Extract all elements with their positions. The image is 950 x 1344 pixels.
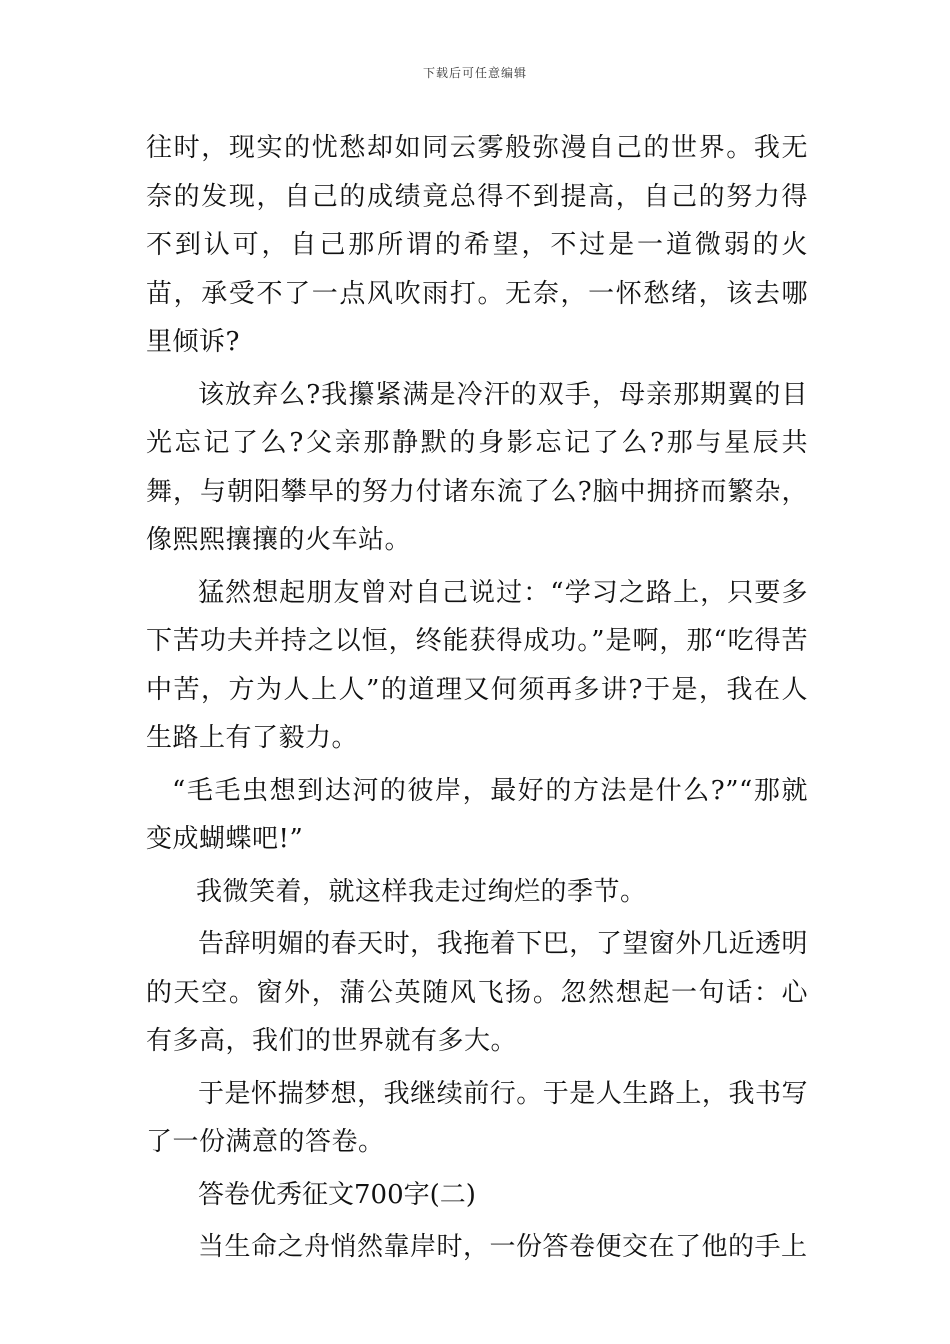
- section-title: 答卷优秀征文700字(二): [198, 1179, 476, 1210]
- paragraph-1: 往时，现实的忧愁却如同云雾般弥漫自己的世界。我无奈的发现，自己的成绩竟总得不到提高，自己的努力得不到认可，自己那所谓的希望，不过是一道微弱的火苗，承受不了一点风吹雨打。无奈，一怀愁绪，该去哪里倾诉?: [146, 133, 808, 357]
- paragraph-7: 于是怀揣梦想，我继续前行。于是人生路上，我书写了一份满意的答卷。: [146, 1078, 808, 1157]
- paragraph-8: 当生命之舟悄然靠岸时，一份答卷便交在了他的手上: [198, 1232, 808, 1262]
- paragraph-3: 猛然想起朋友曾对自己说过：“学习之路上，只要多下苦功夫并持之以恒，终能获得成功。”是啊，那“吃得苦中苦，方为人上人”的道理又何须再多讲?于是，我在人生路上有了毅力。: [146, 577, 808, 753]
- paragraph-2: 该放弃么?我攥紧满是冷汗的双手，母亲那期翼的目光忘记了么?父亲那静默的身影忘记了么?那与星辰共舞，与朝阳攀早的努力付诸东流了么?脑中拥挤而繁杂，像熙熙攘攘的火车站。: [146, 379, 808, 555]
- paragraph-4: “毛毛虫想到达河的彼岸，最好的方法是什么?”“那就变成蝴蝶吧!”: [146, 775, 808, 854]
- page-header: 下载后可任意编辑: [422, 66, 527, 80]
- paragraph-6: 告辞明媚的春天时，我拖着下巴，了望窗外几近透明的天空。窗外，蒲公英随风飞扬。忽然想起一句话：心有多高，我们的世界就有多大。: [146, 929, 808, 1056]
- paragraph-5: 我微笑着，就这样我走过绚烂的季节。: [196, 876, 647, 907]
- document-body: [146, 124, 808, 1276]
